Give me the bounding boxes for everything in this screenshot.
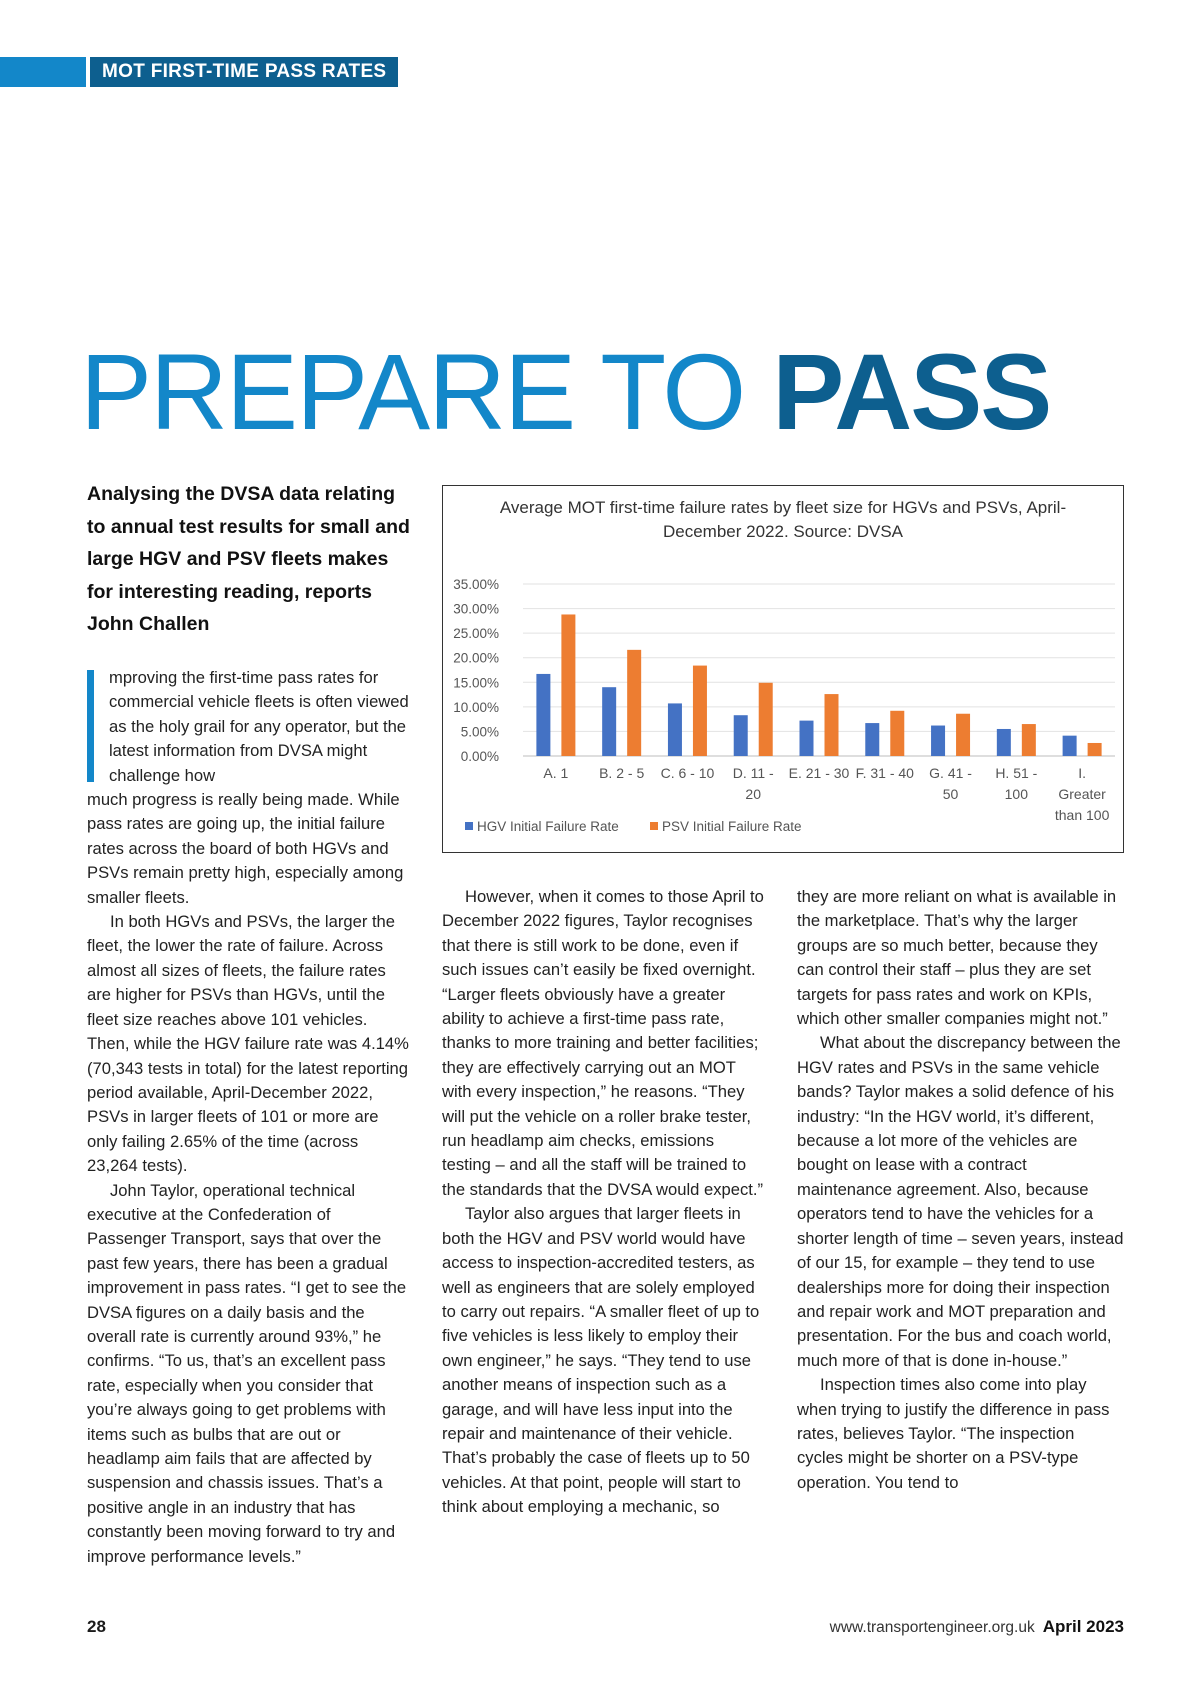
chart-title: Average MOT first-time failure rates by fleet size for HGVs and PSVs, April-December 2022. Source: DVSA: [499, 498, 1067, 541]
x-tick-label: I.: [1078, 765, 1087, 781]
psv-bar: [693, 666, 707, 756]
paragraph: they are more reliant on what is available in the marketplace. That’s why the larger groups are so much better, because they can control their staff – plus they are set targets for pass rates and work on KPIs, which other smaller companies might not.”: [797, 887, 1117, 1029]
hgv-bar: [800, 721, 814, 756]
drop-cap-i: [87, 670, 94, 782]
paragraph: much progress is really being made. While pass rates are going up, the initial failure rates across the board of both HGVs and PSVs remain pretty high, especially among smaller fleets.: [87, 790, 404, 907]
x-tick-label: 100: [1004, 786, 1029, 802]
section-tag: MOT FIRST-TIME PASS RATES: [86, 57, 398, 87]
legend-swatch-hgv: [465, 822, 473, 830]
y-tick-label: 5.00%: [460, 724, 499, 740]
hgv-bar: [865, 723, 879, 756]
headline-light: PREPARE TO: [80, 331, 773, 452]
x-tick-label: than 100: [1054, 807, 1110, 823]
headline-bold: PASS: [772, 331, 1051, 452]
y-tick-label: 10.00%: [453, 699, 499, 715]
paragraph: What about the discrepancy between the HGV rates and PSVs in the same vehicle bands? Taylor makes a solid defence of his industry: “In the HGV world, it’s different, because a lot more of the vehicles are bought on lease with a contract maintenance agreement. Also, because operators tend to have the vehicles for a shorter length of time – seven years, instead of our 15, for example – they tend to use dealerships more for doing their inspection and repair work and MOT preparation and presentation. For the bus and coach world, much more of that is done in-house.”: [797, 1033, 1124, 1370]
headline: [80, 332, 1050, 452]
hgv-bar: [536, 674, 550, 756]
y-tick-label: 0.00%: [460, 749, 499, 764]
body-column-2: [442, 885, 764, 1520]
x-tick-label: B. 2 - 5: [599, 765, 645, 781]
y-tick-label: 25.00%: [453, 626, 499, 642]
legend-swatch-psv: [650, 822, 658, 830]
x-tick-label: C. 6 - 10: [660, 765, 715, 781]
hgv-bar: [1063, 736, 1077, 756]
psv-bar: [956, 714, 970, 756]
legend-label-psv: PSV Initial Failure Rate: [662, 819, 802, 834]
x-tick-label: H. 51 -: [995, 765, 1038, 781]
hgv-bar: [931, 726, 945, 756]
y-tick-label: 30.00%: [453, 601, 499, 617]
psv-bar: [890, 711, 904, 756]
x-tick-label: D. 11 -: [732, 765, 774, 781]
chart-figure: [442, 485, 1124, 853]
hgv-bar: [734, 715, 748, 756]
footer-date: April 2023: [1042, 1617, 1124, 1636]
paragraph: mproving the first-time pass rates for commercial vehicle fleets is often viewed as the holy grail for any operator, but the latest information from DVSA might challenge how: [109, 668, 409, 785]
body-column-1: [87, 666, 409, 1569]
footer-info: [830, 1617, 1124, 1637]
psv-bar: [825, 694, 839, 756]
x-tick-label: F. 31 - 40: [855, 765, 914, 781]
x-tick-label: Greater: [1058, 786, 1106, 802]
x-tick-label: E. 21 - 30: [788, 765, 850, 781]
psv-bar: [561, 614, 575, 756]
hgv-bar: [997, 729, 1011, 756]
hgv-bar: [602, 687, 616, 756]
paragraph: John Taylor, operational technical executive at the Confederation of Passenger Transport, says that over the past few years, there has been a gradual improvement in pass rates. “I get to see the DVSA figures on a daily basis and the overall rate is currently around 93%,” he confirms. “To us, that’s an excellent pass rate, especially when you consider that you’re always going to get problems with items such as bulbs that are out or headlamp aim fails that are affected by suspension and chassis issues. That’s a positive angle in an industry that has constantly been moving forward to try and improve performance levels.”: [87, 1180, 407, 1566]
bar-chart: [443, 486, 1123, 852]
body-column-3: [797, 885, 1124, 1495]
page-number: 28: [87, 1617, 106, 1636]
paragraph: Taylor also argues that larger fleets in both the HGV and PSV world would have access to inspection-accredited testers, as well as engineers that are solely employed to carry out repairs. “A smaller fleet of up to five vehicles is less likely to employ their own engineer,” he says. “They tend to use another means of inspection such as a garage, and will have less input into the repair and maintenance of their vehicle. That’s probably the case of fleets up to 50 vehicles. At that point, people will start to think about employing a mechanic, so: [442, 1204, 760, 1517]
y-tick-label: 20.00%: [453, 650, 499, 666]
y-tick-label: 15.00%: [453, 675, 499, 691]
paragraph: Inspection times also come into play when trying to justify the difference in pass rates, believes Taylor. “The inspection cycles might be shorter on a PSV-type operation. You tend to: [797, 1375, 1110, 1492]
psv-bar: [627, 650, 641, 756]
section-color-bar: [0, 57, 86, 87]
x-tick-label: 50: [942, 786, 959, 802]
first-paragraph-block: [87, 666, 409, 788]
x-tick-label: A. 1: [543, 765, 569, 781]
psv-bar: [1022, 724, 1036, 756]
footer-url[interactable]: www.transportengineer.org.uk: [829, 1619, 1035, 1636]
paragraph: In both HGVs and PSVs, the larger the fleet, the lower the rate of failure. Across almost all sizes of fleets, the failure rates are higher for PSVs than HGVs, until the fleet size reaches above 101 vehicles. Then, while the HGV failure rate was 4.14% (70,343 tests in total) for the latest reporting period available, April-December 2022, PSVs in larger fleets of 101 or more are only failing 2.65% of the time (across 23,264 tests).: [87, 912, 409, 1176]
paragraph: However, when it comes to those April to December 2022 figures, Taylor recognises that there is still work to be done, even if such issues can’t easily be fixed overnight. “Larger fleets obviously have a greater ability to achieve a first-time pass rate, thanks to more training and better facilities; they are effectively carrying out an MOT with every inspection,” he reasons. “They will put the vehicle on a roller brake tester, run headlamp aim checks, emissions testing – and all the staff will be trained to the standards that the DVSA would expect.”: [442, 887, 764, 1199]
y-tick-label: 35.00%: [453, 577, 499, 592]
psv-bar: [1088, 743, 1102, 756]
x-tick-label: 20: [745, 786, 762, 802]
x-tick-label: G. 41 -: [929, 765, 972, 781]
hgv-bar: [668, 703, 682, 756]
psv-bar: [759, 683, 773, 756]
legend-label-hgv: HGV Initial Failure Rate: [477, 819, 619, 834]
standfirst: Analysing the DVSA data relating to annual test results for small and large HGV and PSV fleets makes for interesting reading, reports John Challen: [87, 483, 410, 635]
